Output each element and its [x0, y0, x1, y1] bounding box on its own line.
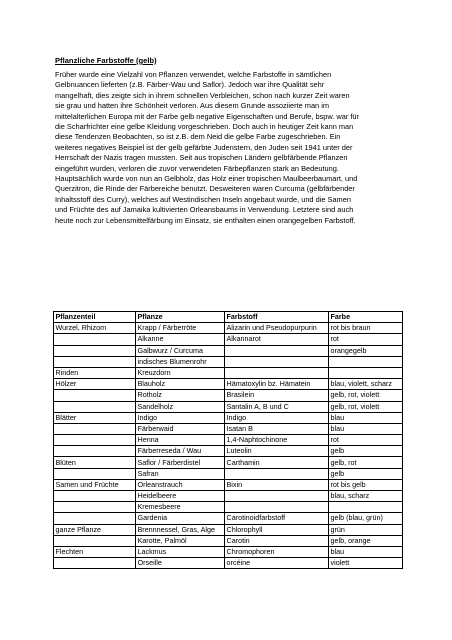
cell-plant: Orseille [136, 558, 225, 569]
table-row [54, 468, 403, 479]
cell-dye: Chlorophyll [225, 524, 329, 535]
cell-plant-part [54, 334, 136, 345]
cell-dye [225, 502, 329, 513]
cell-color: blau, scharz [329, 491, 403, 502]
cell-plant-part [54, 558, 136, 569]
cell-dye [225, 491, 329, 502]
cell-dye: Bixin [225, 479, 329, 490]
paragraph-line: Querzitron, die Rinde der Färbereiche benutzt. Desweiteren waren Curcuma (gelbfärbender [55, 184, 355, 194]
cell-plant-part [54, 535, 136, 546]
cell-plant-part [54, 356, 136, 367]
cell-plant: Sandelholz [136, 401, 225, 412]
paragraph-line: Früher wurde eine Vielzahl von Pflanzen verwendet, welche Farbstoffe in sämtlichen [55, 70, 332, 79]
paragraph-line: mittelalterlichen Europa mit der Farbe gelb negative Eigenschaften und Berufe, bspw. war für [55, 111, 360, 121]
cell-plant: Safran [136, 468, 225, 479]
cell-dye: orcéine [225, 558, 329, 569]
cell-color [329, 502, 403, 513]
table-row [54, 334, 403, 345]
cell-plant-part [54, 446, 136, 457]
paragraph-line: die Scharfrichter eine gelbe Kleidung vorgeschrieben. Doch auch in heutiger Zeit kann man [55, 122, 354, 132]
cell-color: gelb, rot [329, 457, 403, 468]
cell-color: gelb (blau, grün) [329, 513, 403, 524]
document-title: Pflanzliche Farbstoffe (gelb) [55, 56, 157, 65]
cell-color [329, 356, 403, 367]
cell-dye: Chromophoren [225, 546, 329, 557]
cell-dye: Carotinoidfarbstoff [225, 513, 329, 524]
cell-plant: Gardenia [136, 513, 225, 524]
cell-dye: Hämatoxylin bz. Hämatein [225, 379, 329, 390]
cell-plant: Alkanne [136, 334, 225, 345]
cell-plant: Kremesbeere [136, 502, 225, 513]
cell-color: gelb, rot, violett [329, 390, 403, 401]
table-row [54, 502, 403, 513]
cell-dye: Isatan B [225, 423, 329, 434]
cell-plant: Lackmus [136, 546, 225, 557]
cell-plant: Indigo [136, 412, 225, 423]
paragraph-line: und Früchte des auf Jamaika kultivierten Orleansbaums in Verwendung. Letztere sind auch [55, 205, 354, 215]
cell-plant: indisches Blumenrohr [136, 356, 225, 367]
cell-dye: Santalin A, B und C [225, 401, 329, 412]
cell-color: rot [329, 435, 403, 446]
table-row [54, 423, 403, 434]
table-row [54, 479, 403, 490]
cell-color: gelb [329, 468, 403, 479]
table-row [54, 446, 403, 457]
cell-plant-part: Rinden [54, 367, 136, 378]
cell-plant-part [54, 502, 136, 513]
table-row [54, 535, 403, 546]
cell-color: blau, violett, scharz [329, 379, 403, 390]
cell-plant: Kreuzdorn [136, 367, 225, 378]
cell-plant-part: Blätter [54, 412, 136, 423]
cell-dye [225, 345, 329, 356]
paragraph-line: mangelhaft, dies zeigte sich in ihrem schnellen Verbleichen, schon nach kurzer Zeit waren [55, 90, 350, 100]
cell-plant-part: Samen und Früchte [54, 479, 136, 490]
table-header-row [54, 312, 403, 323]
cell-color [329, 367, 403, 378]
cell-plant-part [54, 435, 136, 446]
cell-plant-part: Flechten [54, 546, 136, 557]
cell-plant-part [54, 345, 136, 356]
cell-plant: Saflor / Färberdistel [136, 457, 225, 468]
cell-plant: Krapp / Färberröte [136, 323, 225, 334]
cell-dye [225, 367, 329, 378]
cell-dye: 1,4-Naphtochinone [225, 435, 329, 446]
cell-color: rot bis gelb [329, 479, 403, 490]
paragraph-line: eingeführt wurden, verloren die zuvor verwendeten Färbepflanzen stark an Bedeutung. [55, 163, 339, 173]
cell-plant: Rotholz [136, 390, 225, 401]
cell-dye: Brasilein [225, 390, 329, 401]
cell-color: rot bis braun [329, 323, 403, 334]
table-row [54, 390, 403, 401]
cell-color: gelb, orange [329, 535, 403, 546]
cell-dye: Carthamin [225, 457, 329, 468]
cell-plant-part [54, 401, 136, 412]
header-dye: Farbstoff [225, 312, 329, 323]
cell-dye [225, 356, 329, 367]
cell-plant: Brennnessel, Gras, Alge [136, 524, 225, 535]
cell-plant: Färberreseda / Wau [136, 446, 225, 457]
cell-color: grün [329, 524, 403, 535]
cell-color: violett [329, 558, 403, 569]
cell-plant: Henna [136, 435, 225, 446]
cell-plant: Galbwurz / Curcuma [136, 345, 225, 356]
header-plant-part: Pflanzenteil [54, 312, 136, 323]
paragraph-line: Herrschaft der Nazis tragen mussten. Seit aus tropischen Ländern gelbfärbende Pflanzen [55, 153, 348, 163]
table-row [54, 367, 403, 378]
dye-plants-table [53, 311, 403, 569]
paragraph-line: sie grau und hatten ihre Schönheit verloren. Aus diesem Grunde assoziierte man im [55, 101, 330, 111]
table-row [54, 524, 403, 535]
cell-dye: Alizarin und Pseudopurpurin [225, 323, 329, 334]
cell-plant: Karotte, Palmöl [136, 535, 225, 546]
table-row [54, 379, 403, 390]
cell-plant-part: Hölzer [54, 379, 136, 390]
cell-plant-part: ganze Pflanze [54, 524, 136, 535]
cell-plant-part [54, 390, 136, 401]
paragraph-line: Inhaltsstoff des Curry), welches auf Westindischen Inseln angebaut wurde, und die Samen [55, 194, 351, 204]
cell-plant-part [54, 423, 136, 434]
table-row [54, 491, 403, 502]
cell-plant-part [54, 468, 136, 479]
cell-color: orangegelb [329, 345, 403, 356]
header-color: Farbe [329, 312, 403, 323]
cell-color: rot [329, 334, 403, 345]
table-row [54, 401, 403, 412]
cell-plant-part: Blüten [54, 457, 136, 468]
table-row [54, 345, 403, 356]
cell-plant-part [54, 491, 136, 502]
cell-dye [225, 468, 329, 479]
cell-dye: Indigo [225, 412, 329, 423]
table-row [54, 323, 403, 334]
table-row [54, 457, 403, 468]
cell-plant-part [54, 513, 136, 524]
cell-color: gelb, rot, violett [329, 401, 403, 412]
cell-plant-part: Wurzel, Rhizom [54, 323, 136, 334]
cell-dye: Luteolin [225, 446, 329, 457]
intro-paragraph [55, 70, 405, 226]
paragraph-line: diese Tendenzen Beobachten, so ist z.B. dem Neid die gelbe Farbe zugeschrieben. Ein [55, 132, 341, 142]
table-row [54, 558, 403, 569]
table-row [54, 513, 403, 524]
cell-color: gelb [329, 446, 403, 457]
cell-color: blau [329, 423, 403, 434]
paragraph-line: Gelbnuancen lieferten (z.B. Färber-Wau und Saflor). Jedoch war ihre Qualität sehr [55, 80, 325, 90]
cell-plant: Heidelbeere [136, 491, 225, 502]
paragraph-line: heute noch zur Lebensmittelfärbung im Einsatz, sie enthalten einen orangegelben Farbstoff. [55, 215, 356, 225]
cell-plant: Blauholz [136, 379, 225, 390]
table-row [54, 546, 403, 557]
header-plant: Pflanze [136, 312, 225, 323]
paragraph-line: Hauptsächlich wurde von nun an Gelbholz, das Holz einer tropischen Maulbeerbaumart, und [55, 174, 358, 184]
cell-plant: Orleanstrauch [136, 479, 225, 490]
table-row [54, 356, 403, 367]
cell-dye: Alkannarot [225, 334, 329, 345]
table-row [54, 435, 403, 446]
cell-plant: Färberwaid [136, 423, 225, 434]
cell-color: blau [329, 412, 403, 423]
cell-color: blau [329, 546, 403, 557]
paragraph-line: weiteres negatives Beispiel ist der gelb gefärbte Judenstern, den Juden seit 1941 unter der [55, 142, 353, 152]
cell-dye: Carotin [225, 535, 329, 546]
table-row [54, 412, 403, 423]
